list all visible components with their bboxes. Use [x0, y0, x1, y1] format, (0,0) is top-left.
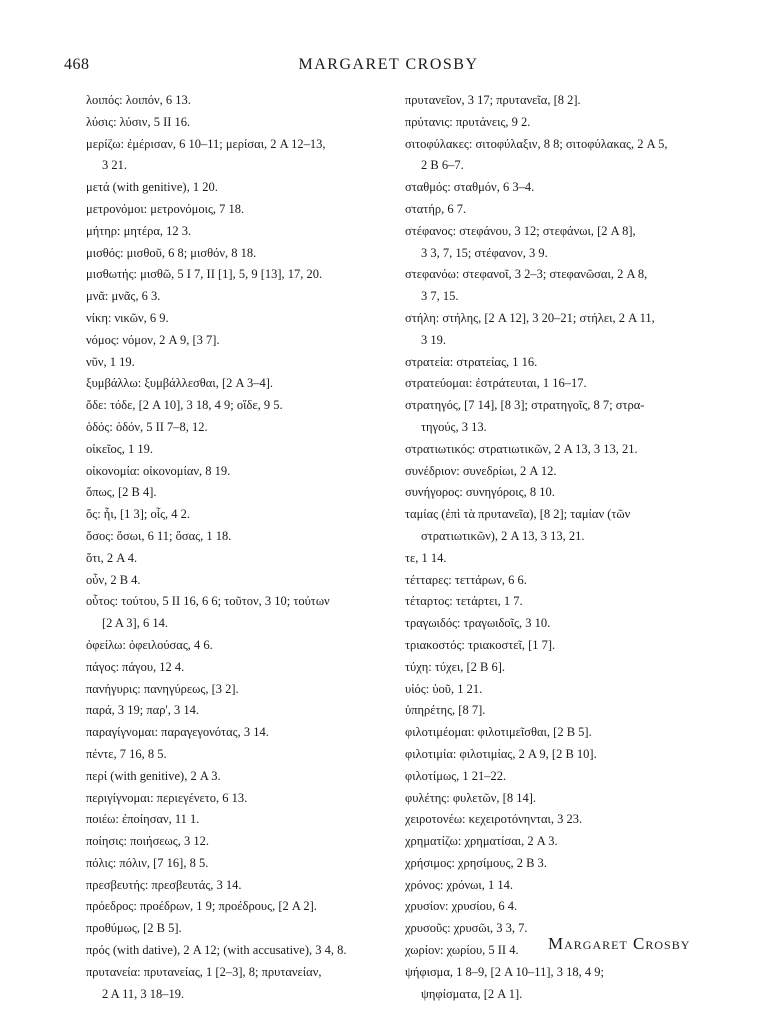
index-entry [405, 548, 723, 570]
index-entry [405, 788, 723, 810]
index-entry-line: φιλοτίμως, 1 21–22. [405, 768, 507, 783]
index-entry [405, 461, 723, 483]
index-entry [86, 722, 392, 744]
index-entry-continuation: 3 19. [421, 332, 446, 347]
index-entry-line: χρήσιμος: χρησίμους, 2 B 3. [405, 855, 547, 870]
index-entry-line: ὅπως, [2 B 4]. [86, 485, 157, 500]
index-entry-line: χρυσίον: χρυσίου, 6 4. [405, 899, 518, 914]
index-entry [405, 613, 723, 635]
index-entry-line: οὖν, 2 B 4. [86, 572, 141, 587]
index-entry-line: στατήρ, 6 7. [405, 201, 467, 216]
index-entry [86, 962, 392, 1006]
index-entry [86, 657, 392, 679]
index-entry-line: οἰκονομία: οἰκονομίαν, 8 19. [86, 463, 231, 478]
index-entry [405, 352, 723, 374]
index-entry [405, 962, 723, 1006]
index-entry-line: ποίησις: ποιήσεως, 3 12. [86, 834, 209, 849]
index-entry-line: φιλοτιμία: φιλοτιμίας, 2 A 9, [2 B 10]. [405, 746, 597, 761]
index-entry [405, 90, 723, 112]
index-entry [86, 548, 392, 570]
index-entry [405, 395, 723, 439]
index-entry-line: περιγίγνομαι: περιεγένετο, 6 13. [86, 790, 248, 805]
index-entry [86, 809, 392, 831]
running-head: MARGARET CROSBY [298, 56, 479, 73]
index-entry-line: νῦν, 1 19. [86, 354, 135, 369]
index-entry-line: πρύτανις: πρυτάνεις, 9 2. [405, 114, 531, 129]
index-entry-line: λοιπός: λοιπόν, 6 13. [86, 93, 191, 107]
index-entry [86, 90, 392, 112]
index-entry-line: χρόνος: χρόνωι, 1 14. [405, 877, 514, 892]
index-entry-line: ὅσος: ὅσωι, 6 11; ὅσας, 1 18. [86, 528, 232, 543]
index-entry-continuation: στρατιωτικῶν), 2 A 13, 3 13, 21. [421, 528, 585, 543]
index-entry [405, 199, 723, 221]
index-entry [86, 134, 392, 178]
index-entry-line: πρεσβευτής: πρεσβευτάς, 3 14. [86, 877, 242, 892]
index-entry [405, 853, 723, 875]
index-entry-line: οὗτος: τούτου, 5 ΙΙ 16, 6 6; τοῦτον, 3 10; τούτων [86, 594, 330, 609]
index-entry [86, 330, 392, 352]
index-entry-line: χωρίον: χωρίου, 5 ΙΙ 4. [405, 943, 519, 958]
index-entry-line: μνᾶ: μνᾶς, 6 3. [86, 289, 161, 304]
index-entry [405, 591, 723, 613]
index-entry [405, 700, 723, 722]
index-entry-line: ὅδε: τόδε, [2 A 10], 3 18, 4 9; οἵδε, 9 5. [86, 398, 283, 413]
index-entry [405, 809, 723, 831]
index-entry [86, 199, 392, 221]
index-entry [86, 461, 392, 483]
index-entry-line: υἱός: ὑοῦ, 1 21. [405, 681, 483, 696]
index-entry [86, 177, 392, 199]
index-entry-line: σιτοφύλακες: σιτοφύλαξιν, 8 8; σιτοφύλακας, 2 A 5, [405, 136, 668, 151]
index-entry [86, 504, 392, 526]
index-entry-line: ὑπηρέτης, [8 7]. [405, 703, 486, 718]
index-entry [86, 570, 392, 592]
index-entry-line: μήτηρ: μητέρα, 12 3. [86, 223, 192, 238]
index-entry [405, 134, 723, 178]
index-entry-line: φυλέτης: φυλετῶν, [8 14]. [405, 790, 537, 805]
index-entry-line: προθύμως, [2 B 5]. [86, 921, 182, 936]
index-entry-line: πέντε, 7 16, 8 5. [86, 746, 167, 761]
index-entry [86, 831, 392, 853]
index-entry-line: πόλις: πόλιν, [7 16], 8 5. [86, 855, 209, 870]
index-entry [86, 352, 392, 374]
index-entry-line: παρά, 3 19; παρ', 3 14. [86, 703, 199, 718]
index-entry [405, 112, 723, 134]
index-entry [86, 853, 392, 875]
index-entry [86, 373, 392, 395]
index-entry-line: παραγίγνομαι: παραγεγονότας, 3 14. [86, 725, 269, 740]
page-number: 468 [64, 56, 90, 73]
index-entry [86, 526, 392, 548]
index-entry [405, 831, 723, 853]
index-entry [405, 482, 723, 504]
index-entry [86, 112, 392, 134]
index-entry [405, 896, 723, 918]
index-entry-line: ξυμβάλλω: ξυμβάλλεσθαι, [2 A 3–4]. [86, 376, 273, 391]
index-entry-line: λύσις: λύσιν, 5 ΙΙ 16. [86, 114, 191, 129]
index-entry [86, 896, 392, 918]
index-entry-line: ποιέω: ἐποίησαν, 11 1. [86, 812, 200, 827]
index-entry-continuation: τηγούς, 3 13. [421, 419, 487, 434]
index-entry-line: ὁδός: ὁδόν, 5 ΙΙ 7–8, 12. [86, 419, 208, 434]
index-entry [405, 679, 723, 701]
index-entry-line: τέτταρες: τεττάρων, 6 6. [405, 572, 527, 587]
index-entry [86, 308, 392, 330]
index-entry-line: στρατεία: στρατείας, 1 16. [405, 354, 538, 369]
index-entry-line: στέφανος: στεφάνου, 3 12; στεφάνωι, [2 A 8], [405, 223, 636, 238]
index-entry-line: πρυτανεία: πρυτανείας, 1 [2–3], 8; πρυτανείαν, [86, 964, 322, 979]
index-entry-line: τύχη: τύχει, [2 B 6]. [405, 659, 506, 674]
index-entry-line: χρηματίζω: χρηματίσαι, 2 A 3. [405, 834, 558, 849]
index-entry-line: στρατηγός, [7 14], [8 3]; στρατηγοῖς, 8 7; στρα- [405, 398, 645, 413]
index-entry-continuation: 3 21. [102, 158, 127, 173]
index-entry [405, 373, 723, 395]
index-entry-line: πανήγυρις: πανηγύρεως, [3 2]. [86, 681, 239, 696]
index-entry-line: φιλοτιμέομαι: φιλοτιμεῖσθαι, [2 B 5]. [405, 725, 592, 740]
index-entry [86, 221, 392, 243]
index-entry-continuation: ψηφίσματα, [2 A 1]. [421, 986, 523, 1001]
index-entry-continuation: 3 7, 15. [421, 289, 459, 304]
index-entry-line: τριακοστός: τριακοστεῖ, [1 7]. [405, 637, 556, 652]
index-entry [86, 744, 392, 766]
index-entry-line: ψήφισμα, 1 8–9, [2 A 10–11], 3 18, 4 9; [405, 964, 604, 979]
index-entry-continuation: 3 3, 7, 15; στέφανον, 3 9. [421, 245, 548, 260]
index-entry [86, 417, 392, 439]
index-entry-line: πρυτανεῖον, 3 17; πρυτανεῖα, [8 2]. [405, 93, 581, 107]
index-entry-line: οἰκεῖος, 1 19. [86, 441, 153, 456]
index-entry [405, 722, 723, 744]
index-entry [86, 700, 392, 722]
index-entry [405, 875, 723, 897]
index-entry-line: νόμος: νόμον, 2 A 9, [3 7]. [86, 332, 220, 347]
index-entry-line: πρόεδρος: προέδρων, 1 9; προέδρους, [2 A 2]. [86, 899, 317, 914]
index-entry-line: περί (with genitive), 2 A 3. [86, 768, 221, 783]
index-entry [86, 679, 392, 701]
index-entry-line: στρατιωτικός: στρατιωτικῶν, 2 A 13, 3 13, 21. [405, 441, 638, 456]
index-entry-line: μισθωτής: μισθῶ, 5 Ι 7, ΙΙ [1], 5, 9 [13], 17, 20. [86, 267, 323, 282]
index-entry [86, 875, 392, 897]
index-entry [86, 635, 392, 657]
index-entry [405, 635, 723, 657]
index-entry-line: χειροτονέω: κεχειροτόνηνται, 3 23. [405, 812, 583, 827]
index-entry-line: στήλη: στήλης, [2 A 12], 3 20–21; στήλει, 2 A 11, [405, 310, 655, 325]
index-entry [405, 570, 723, 592]
index-entry [405, 744, 723, 766]
index-entry-line: τέταρτος: τετάρτει, 1 7. [405, 594, 523, 609]
index-entry [86, 243, 392, 265]
index-entry [86, 264, 392, 286]
index-entry [86, 766, 392, 788]
index-entry [405, 308, 723, 352]
index-entry [86, 591, 392, 635]
index-entry-line: ταμίας (ἐπὶ τὰ πρυτανεῖα), [8 2]; ταμίαν (τῶν [405, 507, 631, 522]
index-entry [86, 918, 392, 940]
index-entry-line: στρατεύομαι: ἐστράτευται, 1 16–17. [405, 376, 587, 391]
index-entry-continuation: 2 B 6–7. [421, 158, 464, 173]
index-entry [405, 177, 723, 199]
index-entry-line: ὀφείλω: ὀφειλούσας, 4 6. [86, 637, 213, 652]
index-entry-line: μερίζω: ἐμέρισαν, 6 10–11; μερίσαι, 2 A 12–13, [86, 136, 326, 151]
index-entry-line: μετά (with genitive), 1 20. [86, 180, 218, 195]
index-entry-line: μισθός: μισθοῦ, 6 8; μισθόν, 8 18. [86, 245, 257, 260]
index-entry-line: πάγος: πάγου, 12 4. [86, 659, 185, 674]
index-entry [86, 940, 392, 962]
index-entry-line: τραγωιδός: τραγωιδοῖς, 3 10. [405, 616, 551, 631]
index-entry-line: νίκη: νικῶν, 6 9. [86, 310, 169, 325]
author-signature: Margaret Crosby [548, 934, 691, 953]
index-entry [86, 482, 392, 504]
index-entry-line: πρός (with dative), 2 A 12; (with accusative), 3 4, 8. [86, 943, 347, 958]
index-entry-line: ὅς: ἧι, [1 3]; οἷς, 4 2. [86, 507, 191, 522]
index-entry-line: μετρονόμοι: μετρονόμοις, 7 18. [86, 201, 245, 216]
index-entry [405, 264, 723, 308]
index-entry-continuation: 2 A 11, 3 18–19. [102, 986, 185, 1001]
index-entry-line: ὅτι, 2 A 4. [86, 550, 138, 565]
index-entry [86, 788, 392, 810]
index-entry-line: στεφανόω: στεφανοῖ, 3 2–3; στεφανῶσαι, 2 A 8, [405, 267, 648, 282]
index-entry [405, 221, 723, 265]
index-entry-line: σταθμός: σταθμόν, 6 3–4. [405, 180, 535, 195]
index-entry-line: τε, 1 14. [405, 550, 447, 565]
index-entry [405, 766, 723, 788]
index-entry [405, 504, 723, 548]
index-entry [405, 657, 723, 679]
index-entry-line: συνήγορος: συνηγόροις, 8 10. [405, 485, 555, 500]
index-entry-continuation: [2 A 3], 6 14. [102, 616, 168, 631]
index-entry-line: χρυσοῦς: χρυσῶι, 3 3, 7. [405, 921, 528, 936]
index-column-left [86, 90, 392, 1005]
index-entry [86, 395, 392, 417]
index-entry [86, 439, 392, 461]
index-column-right [405, 90, 723, 1005]
index-entry [405, 439, 723, 461]
index-entry [86, 286, 392, 308]
index-entry-line: συνέδριον: συνεδρίωι, 2 A 12. [405, 463, 557, 478]
